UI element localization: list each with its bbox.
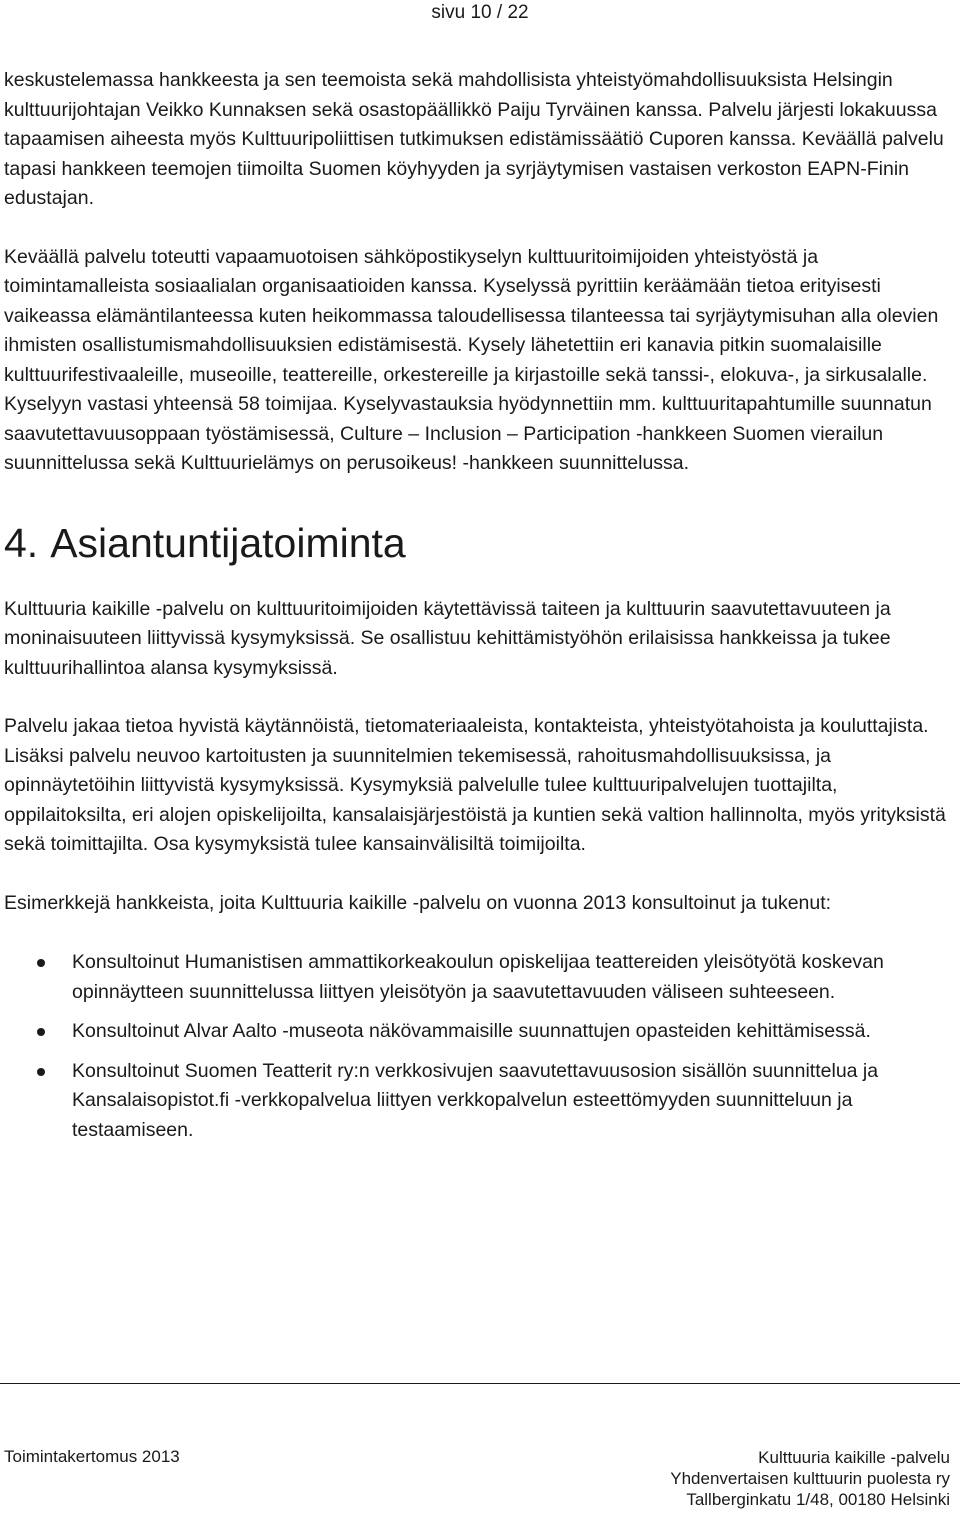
document-body: [4, 66, 954, 1155]
section-title: Asiantuntijatoiminta: [50, 519, 406, 566]
list-item: [4, 948, 954, 1007]
footer-divider: [0, 1383, 960, 1384]
footer-address: Tallberginkatu 1/48, 00180 Helsinki: [686, 1490, 950, 1509]
paragraph: Keväällä palvelu toteutti vapaamuotoisen sähköpostikyselyn kulttuuritoimijoiden yhteistyöstä ja toimintamalleista sosiaalialan organisaatioiden kanssa. Kyselyssä pyrittiin keräämään tietoa erityisesti vaikeassa elämäntilanteessa kuten heikommassa taloudellisessa tilanteessa tai syrjäytymisuhan alla olevien ihmisten osallistumismahdollisuuksien edistämisestä. Kysely lähetettiin eri kanavia pitkin suomalaisille kulttuurifestivaaleille, museoille, teattereille, orkestereille ja kirjastoille sekä tanssi-, elokuva-, ja sirkusalalle. Kyselyyn vastasi yhteensä 58 toimijaa. Kyselyvastauksia hyödynnettiin mm. kulttuuritapahtumille suunnatun saavutettavuusoppaan työstämisessä, Culture – Inclusion – Participation -hankkeen Suomen vierailun suunnittelussa sekä Kulttuurielämys on perusoikeus! -hankkeen suunnittelussa.: [4, 245, 939, 474]
paragraph: Palvelu jakaa tietoa hyvistä käytännöistä, tietomateriaaleista, kontakteista, yhteistyötahoista ja kouluttajista. Lisäksi palvelu neuvoo kartoitusten ja suunnitelmien tekemisessä, rahoitusmahdollisuuksissa, ja opinnäytetöihin liittyvistä kysymyksissä. Kysymyksiä palvelulle tulee kulttuuripalvelujen tuottajilta, oppilaitoksilta, eri alojen opiskelijoilta, kansalaisjärjestöistä ja kuntien sekä valtion hallinnolta, myös yrityksistä sekä toimittajilta. Osa kysymyksistä tulee kansainvälisiltä toimijoilta.: [4, 715, 946, 855]
section-number: 4.: [4, 519, 39, 566]
list-item: [4, 1017, 954, 1047]
paragraph: Esimerkkejä hankkeista, joita Kulttuuria kaikille -palvelu on vuonna 2013 konsultoinut ja tukenut:: [4, 891, 832, 914]
footer-association-name: Yhdenvertaisen kulttuurin puolesta ry: [670, 1469, 950, 1488]
bullet-icon: [37, 1068, 45, 1076]
example-list: [4, 948, 954, 1145]
section-heading: [4, 519, 954, 567]
footer-service-name: Kulttuuria kaikille -palvelu: [758, 1448, 950, 1467]
list-item: [4, 1057, 954, 1146]
list-item-text: Konsultoinut Suomen Teatterit ry:n verkkosivujen saavutettavuusosion sisällön suunnittelua ja Kansalaisopistot.fi -verkkopalvelua liittyen verkkopalvelun esteettömyyden suunnitteluun ja testaamiseen.: [72, 1059, 879, 1141]
paragraph: Kulttuuria kaikille -palvelu on kulttuuritoimijoiden käytettävissä taiteen ja kulttuurin saavutettavuuteen ja moninaisuuteen liittyvissä kysymyksissä. Se osallistuu kehittämistyöhön erilaisissa hankkeissa ja tukee kulttuurihallintoa alansa kysymyksissä.: [4, 597, 891, 679]
footer-organization: [670, 1447, 950, 1510]
footer-report-title: Toimintakertomus 2013: [4, 1447, 180, 1466]
list-item-text: Konsultoinut Humanistisen ammattikorkeakoulun opiskelijaa teattereiden yleisötyötä koskevan opinnäytteen suunnittelussa liittyen yleisötyön ja saavutettavuuden väliseen suhteeseen.: [72, 951, 884, 1003]
paragraph: keskustelemassa hankkeesta ja sen teemoista sekä mahdollisista yhteistyömahdollisuuksista Helsingin kulttuurijohtajan Veikko Kunnaksen sekä osastopäällikkö Paiju Tyrväinen kanssa. Palvelu järjesti lokakuussa tapaamisen aiheesta myös Kulttuuripoliittisen tutkimuksen edistämissäätiö Cuporen kanssa. Keväällä palvelu tapasi hankkeen teemojen tiimoilta Suomen köyhyyden ja syrjäytymisen vastaisen verkoston EAPN-Finin edustajan.: [4, 69, 944, 209]
page-number: sivu 10 / 22: [431, 2, 529, 23]
list-item-text: Konsultoinut Alvar Aalto -museota näkövammaisille suunnattujen opasteiden kehittämisessä.: [72, 1020, 871, 1042]
bullet-icon: [37, 959, 45, 967]
bullet-icon: [37, 1028, 45, 1036]
